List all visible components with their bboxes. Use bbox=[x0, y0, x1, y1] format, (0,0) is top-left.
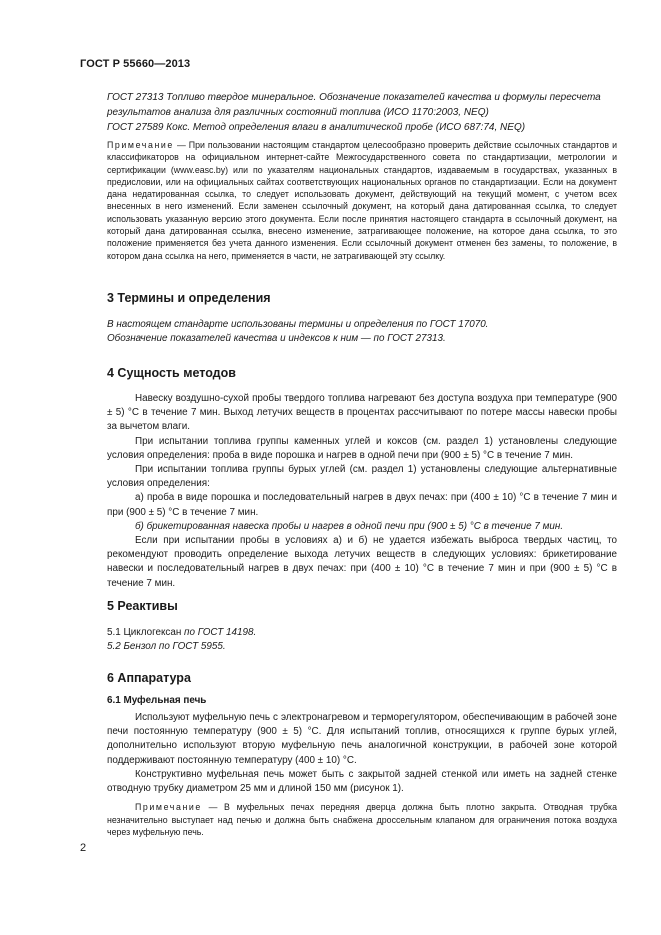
section-5-item-2: 5.2 Бензол по ГОСТ 5955. bbox=[107, 641, 226, 653]
section-4-paragraph-2: При испытании топлива группы каменных углей и коксов (см. раздел 1) установлены следующие условия определения: проба в виде порошка и нагрев в одной печи при (900 ± 5) °C в течение 7 мин. bbox=[107, 435, 617, 461]
reference-gost-27313: ГОСТ 27313 Топливо твердое минеральное. Обозначение показателей качества и формулы пересчета результатов анализа для различных состояний топлива (ИСО 1170:2003, NEQ) bbox=[107, 92, 601, 118]
section-6-paragraph-1: Используют муфельную печь с электронагревом и терморегулятором, обеспечивающим в рабочей зоне печи постоянную температуру (900 ± 5) °C. Для испытаний топлив, относящихся к группе бурых углей, дополнительно используют вторую муфельную печь аналогичной конструкции, в рабочей зоне которой поддерживают постоянную температуру (400 ± 10) °C. bbox=[107, 712, 617, 766]
section-5-title: 5 Реактивы bbox=[107, 599, 178, 613]
section-4-paragraph-3: При испытании топлива группы бурых углей (см. раздел 1) установлены следующие альтернативные условия определения: bbox=[107, 464, 617, 490]
section-6-note-label: Примечание bbox=[135, 802, 202, 813]
note-paragraph bbox=[107, 139, 617, 262]
section-4-paragraph-1: Навеску воздушно-сухой пробы твердого топлива нагревают без доступа воздуха при температуре (900 ± 5) °C в течение 7 мин. Выход летучих веществ в процентах рассчитывают по потере массы навески пробы за вычетом влаги. bbox=[107, 393, 617, 433]
section-6-title: 6 Аппаратура bbox=[107, 671, 191, 685]
item-1-name: 5.1 Циклогексан bbox=[107, 627, 185, 638]
note-text: — При пользовании настоящим стандартом целесообразно проверить действие ссылочных стандартов и классификаторов на официальном интернет-сайте Межгосударственного совета по стандартизации, метрологии и сертификации (www.easc.by) или по указателям национальных стандартов, издаваемым в государствах, указанных в предисловии, или на официальных сайтах соответствующих национальных органов по стандартизации. Если на документ дана недатированная ссылка, то следует использовать документ, действующий на текущий момент, с учетом всех внесенных в него изменений. Если заменен ссылочный документ, на который дана датированная ссылка, то следует использовать указанную версию этого документа. Если после принятия настоящего стандарта в ссылочный документ, на который дана датированная ссылка, внесено изменение, затрагивающее положение, на которое дана ссылка, то это положение применяется без учета данного изменения. Если ссылочный документ отменен без замены, то положение, в котором дана ссылка на него, применяется в части, не затрагивающей эту ссылку. bbox=[107, 140, 617, 261]
section-4-item-b: б) брикетированная навеска пробы и нагрев в одной печи при (900 ± 5) °C в течение 7 мин. bbox=[135, 520, 564, 532]
section-3-line-1: В настоящем стандарте использованы термины и определения по ГОСТ 17070. bbox=[107, 319, 489, 330]
item-1-reference: по ГОСТ 14198. bbox=[184, 627, 257, 638]
note-label: Примечание bbox=[107, 140, 174, 150]
section-6-note bbox=[107, 801, 617, 838]
section-3-title: 3 Термины и определения bbox=[107, 291, 271, 305]
normative-references-tail bbox=[107, 90, 617, 135]
section-4 bbox=[107, 366, 617, 591]
section-3 bbox=[107, 291, 617, 346]
section-5-item-1 bbox=[107, 626, 617, 640]
section-6-paragraph-2: Конструктивно муфельная печь может быть с закрытой задней стенкой или иметь на задней стенке отводную трубку диаметром 25 мм и длиной 150 мм (рисунок 1). bbox=[107, 768, 617, 795]
section-5 bbox=[107, 599, 617, 654]
section-4-paragraph-6: Если при испытании пробы в условиях а) и б) не удается избежать выброса твердых частиц, то рекомендуют проводить определение выхода летучих веществ в следующих условиях: брикетирование навески и последовательный нагрев в двух печах: при (400 ± 10) °C в течение 7 мин и при (900 ± 5) °C в течение 7 мин. bbox=[107, 535, 617, 589]
standard-code-header: ГОСТ Р 55660—2013 bbox=[80, 58, 191, 70]
section-6 bbox=[107, 671, 617, 838]
reference-gost-27589: ГОСТ 27589 Кокс. Метод определения влаги в аналитической пробе (ИСО 687:74, NEQ) bbox=[107, 122, 526, 133]
section-6-note-text: — В муфельных печах передняя дверца должна быть плотно закрыта. Отводная трубка незначительно выступает над печью и должна быть снабжена дроссельным клапаном для ограничения потока воздуха через муфельную печь. bbox=[107, 802, 617, 837]
section-4-title: 4 Сущность методов bbox=[107, 366, 236, 380]
references-note bbox=[107, 139, 617, 262]
subsection-6-1-title: 6.1 Муфельная печь bbox=[107, 695, 207, 706]
page-number: 2 bbox=[80, 842, 87, 854]
section-4-item-a: а) проба в виде порошка и последовательный нагрев в двух печах: при (400 ± 10) °C в течение 7 мин и при (900 ± 5) °C в течение 7 мин. bbox=[107, 492, 617, 518]
section-3-line-2: Обозначение показателей качества и индексов к ним — по ГОСТ 27313. bbox=[107, 333, 446, 345]
